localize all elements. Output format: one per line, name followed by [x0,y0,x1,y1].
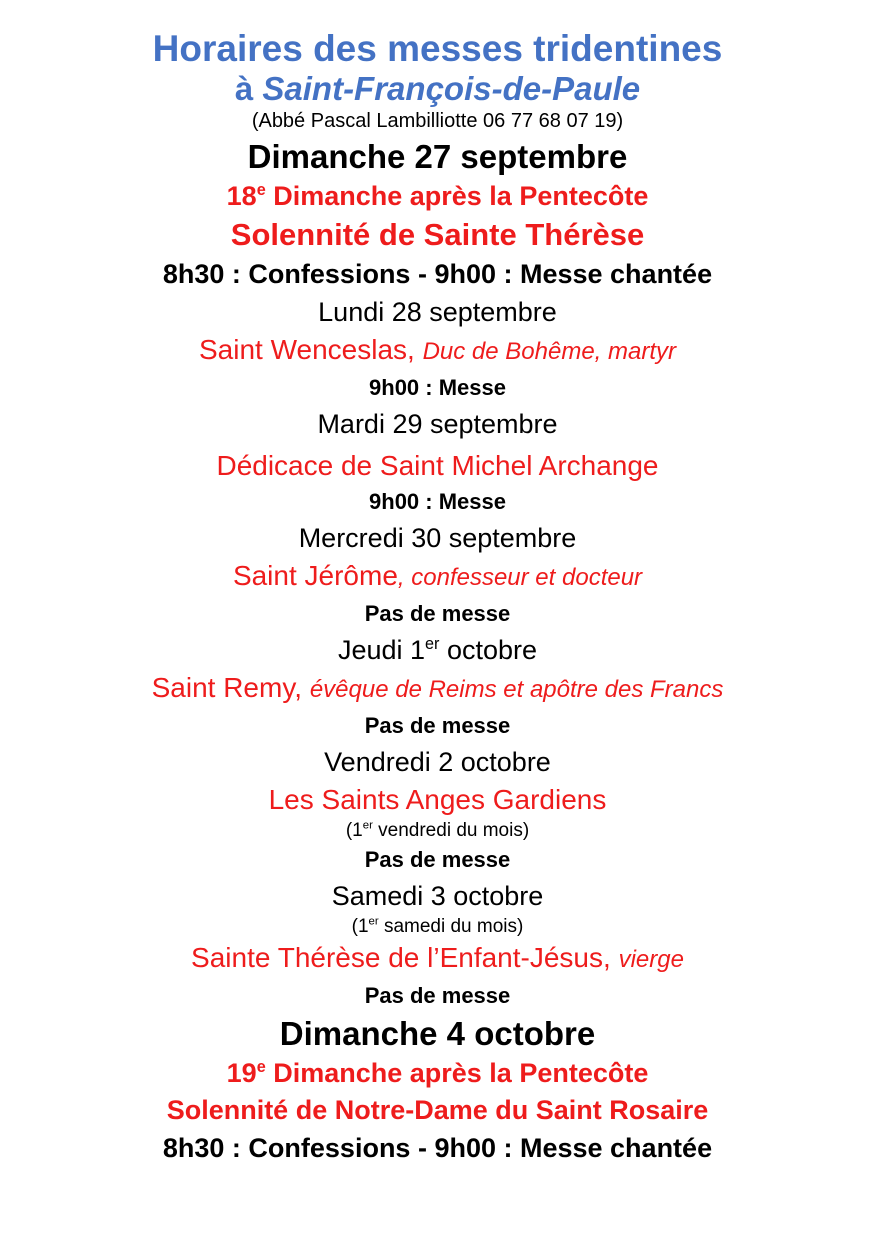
thursday-saint: Saint Remy, [151,672,310,703]
sunday1-feast-num: 18 [226,181,257,211]
tuesday-feast: Dédicace de Saint Michel Archange [216,450,659,481]
friday-note-suffix: vendredi du mois) [372,820,530,841]
sunday2-solemnity: Solennité de Notre-Dame du Saint Rosaire [166,1095,709,1125]
wednesday-schedule: Pas de messe [364,601,511,626]
thursday-feast [0,669,875,709]
thursday-qualifier: évêque de Reims et apôtre des Francs [309,676,724,703]
sunday1-feast-sup: e [256,181,266,199]
sunday2-schedule: 8h30 : Confessions - 9h00 : Messe chantée [162,1133,713,1163]
saturday-feast [0,939,875,979]
sunday1-date: Dimanche 27 septembre [247,138,628,175]
page-title: Horaires des messes tridentines [152,28,723,69]
saturday-date: Samedi 3 octobre [331,881,544,911]
sunday2-feast [0,1055,875,1092]
thursday-date [0,631,875,669]
friday-feast: Les Saints Anges Gardiens [268,784,607,815]
thursday-schedule: Pas de messe [364,713,511,738]
wednesday-date: Mercredi 30 septembre [298,523,577,553]
friday-schedule: Pas de messe [364,847,511,872]
sunday1-feast-rest: Dimanche après la Pentecôte [265,181,649,211]
monday-date: Lundi 28 septembre [318,297,557,327]
sunday1-solemnity: Solennité de Sainte Thérèse [230,217,645,252]
sunday1-schedule: 8h30 : Confessions - 9h00 : Messe chantée [162,259,713,289]
wednesday-saint: Saint Jérôme [232,560,398,591]
monday-feast [0,331,875,371]
page-subtitle [0,70,875,108]
saturday-saint: Sainte Thérèse de l’Enfant-Jésus, [191,942,619,973]
subtitle-place: Saint-François-de-Paule [262,70,641,107]
wednesday-feast [0,557,875,597]
friday-note-sup: er [362,819,373,832]
contact-line: (Abbé Pascal Lambilliotte 06 77 68 07 19) [251,110,624,132]
friday-date: Vendredi 2 octobre [324,747,551,777]
saturday-note-suffix: samedi du mois) [378,916,524,937]
sunday2-feast-num: 19 [226,1058,257,1088]
sunday2-feast-rest: Dimanche après la Pentecôte [265,1058,649,1088]
thursday-date-sup: er [425,635,440,653]
sunday1-feast [0,178,875,215]
wednesday-qualifier: , confesseur et docteur [397,564,643,591]
saturday-note-prefix: (1 [351,916,369,937]
tuesday-date: Mardi 29 septembre [317,409,558,439]
thursday-date-suffix: octobre [439,635,538,665]
sunday2-date: Dimanche 4 octobre [279,1015,596,1052]
friday-note [0,819,875,843]
saturday-note [0,915,875,939]
saturday-qualifier: vierge [618,946,684,973]
monday-schedule: 9h00 : Messe [369,375,506,400]
subtitle-prefix: à [234,70,263,107]
monday-qualifier: Duc de Bohême, martyr [422,338,677,365]
tuesday-schedule: 9h00 : Messe [369,489,506,514]
saturday-schedule: Pas de messe [364,983,511,1008]
thursday-date-prefix: Jeudi 1 [337,635,426,665]
friday-note-prefix: (1 [345,820,363,841]
sunday2-feast-sup: e [256,1058,266,1076]
monday-saint: Saint Wenceslas, [198,334,423,365]
saturday-note-sup: er [368,915,379,928]
